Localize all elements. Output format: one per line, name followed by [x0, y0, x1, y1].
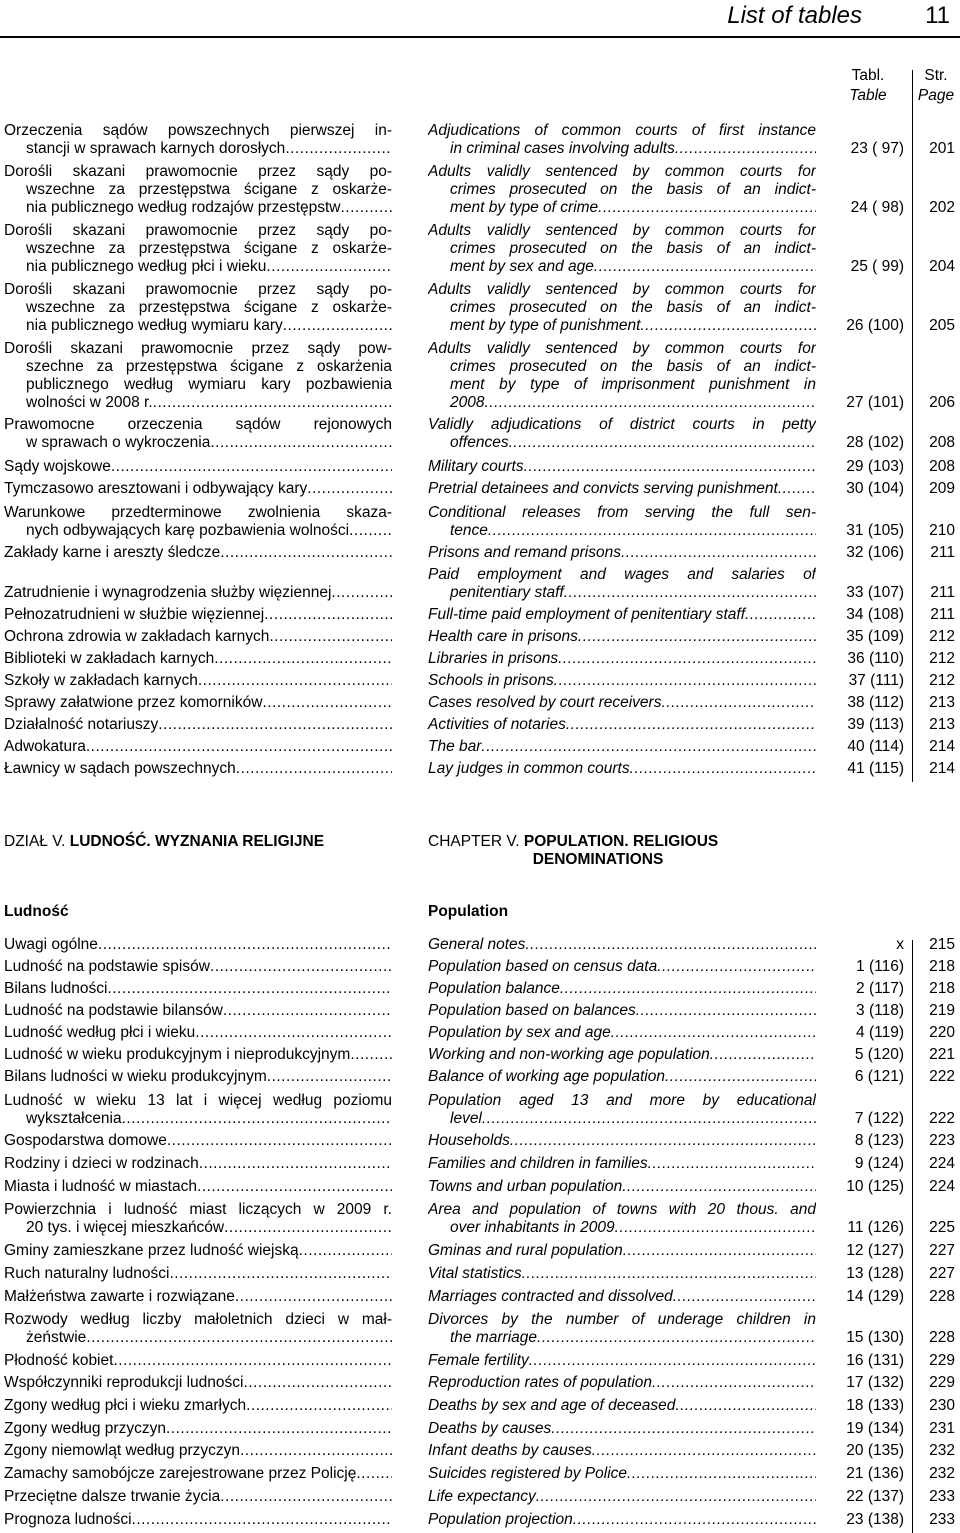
header-page-number: 11 [925, 2, 950, 29]
page-number[interactable]: 218 [929, 980, 955, 997]
entry-text: Vital statistics [428, 1265, 522, 1282]
entry-line: Powierzchnia i ludność miast liczących w 2009 r. [4, 1201, 392, 1218]
chapter-prefix-pl: DZIAŁ V. [4, 833, 70, 850]
entry-line: ment by type of imprisonment punishment in [450, 376, 816, 393]
entry-text: Population based on balances [428, 1002, 636, 1019]
entry-text: nia publicznego według wymiaru kary [26, 317, 283, 334]
entry-text: Zgony niemowląt według przyczyn [4, 1442, 241, 1459]
column-header-tabl: Tabl. [851, 67, 885, 84]
entry-text: Activities of notaries [428, 716, 566, 733]
entry-text: stancji w sprawach karnych dorosłych [26, 140, 286, 157]
entry-text: Deaths by sex and age of deceased [428, 1397, 676, 1414]
entry-text: w sprawach o wykroczenia [26, 434, 211, 451]
entry-text: Zgony według przyczyn [4, 1420, 166, 1437]
table-number: 22 (137) [846, 1488, 904, 1505]
entry-text: Marriages contracted and dissolved [428, 1288, 673, 1305]
entry-text: penitentiary staff [450, 584, 564, 601]
entry-text: Uwagi ogólne [4, 936, 98, 953]
entry-text: Prisons and remand prisons [428, 544, 621, 561]
entry-text: Gminy zamieszkane przez ludność wiejską [4, 1242, 299, 1259]
entry-text: ment by type of crime [450, 199, 599, 216]
entry-text: Tymczasowo aresztowani i odbywający kary [4, 480, 308, 497]
page-number[interactable]: 201 [929, 140, 955, 157]
entry-text: 20 tys. i więcej mieszkańców [26, 1219, 225, 1236]
page-number[interactable]: 210 [929, 522, 955, 539]
entry-text: Przeciętne dalsze trwanie życia [4, 1488, 221, 1505]
entry-text: Zgony według płci i wieku zmarłych [4, 1397, 247, 1414]
entry-line-last [4, 1511, 392, 1529]
entry-text: Współczynniki reprodukcji ludności [4, 1374, 244, 1391]
page-number[interactable]: 230 [929, 1397, 955, 1414]
entry-text: Female fertility [428, 1352, 529, 1369]
entry-text: Deaths by causes [428, 1420, 552, 1437]
entry-text: Population balance [428, 980, 560, 997]
page-number[interactable]: 212 [929, 628, 955, 645]
entry-text: wolności w 2008 r. [26, 394, 153, 411]
entry-text: Cases resolved by court receivers [428, 694, 662, 711]
entry-text: Military courts [428, 458, 524, 475]
entry-text: nych odbywających karę pozbawienia wolności [26, 522, 350, 539]
page-number[interactable]: 209 [929, 480, 955, 497]
page-number[interactable]: 208 [929, 458, 955, 475]
entry-line: wszechne za przestępstwa ścigane z oskarże- [26, 299, 392, 316]
entry-line: Adults validly sentenced by common courts for [428, 340, 816, 357]
page-number[interactable]: 213 [929, 716, 955, 733]
entry-text: Life expectancy [428, 1488, 536, 1505]
chapter-title-en-2: DENOMINATIONS [532, 851, 664, 868]
entry-text: Reproduction rates of population [428, 1374, 653, 1391]
entry-line: Dorośli skazani prawomocnie przez sądy po- [4, 222, 392, 239]
chapter-title-pl: LUDNOŚĆ. WYZNANIA RELIGIJNE [69, 833, 325, 850]
entry-line: wszechne za przestępstwa ścigane z oskarże- [26, 240, 392, 257]
entry-text: Sądy wojskowe [4, 458, 111, 475]
page-number[interactable]: 233 [929, 1488, 955, 1505]
page-number[interactable]: 215 [929, 936, 955, 953]
page-number[interactable]: 220 [929, 1024, 955, 1041]
entry-line: crimes prosecuted on the basis of an indict- [450, 358, 816, 375]
entry-text: Families and children in families [428, 1155, 648, 1172]
entry-text: Miasta i ludność w miastach [4, 1178, 197, 1195]
page-number[interactable]: 228 [929, 1329, 955, 1346]
entry-text: the marriage [450, 1329, 538, 1346]
table-number: 11 (126) [847, 1219, 904, 1236]
entry-text: 2008 [450, 394, 485, 411]
table-number: 20 (135) [846, 1442, 904, 1459]
entry-line: Paid employment and wages and salaries of [428, 566, 816, 583]
entry-text: Szkoły w zakładach karnych [4, 672, 198, 689]
entry-text: The bar [428, 738, 482, 755]
table-number: 33 (107) [846, 584, 904, 601]
entry-text: in criminal cases involving adults [450, 140, 675, 157]
entry-line: Orzeczenia sądów powszechnych pierwszej in- [4, 122, 392, 139]
page-number[interactable]: 205 [929, 317, 955, 334]
entry-title-en [428, 1511, 816, 1529]
page-number[interactable]: 212 [929, 672, 955, 689]
table-number: 38 (112) [847, 694, 904, 711]
table-number: 25 ( 99) [850, 258, 904, 275]
table-number: 12 (127) [846, 1242, 904, 1259]
page-number[interactable]: 212 [929, 650, 955, 667]
table-number: 37 (111) [848, 672, 904, 689]
entry-text: Population based on census data [428, 958, 658, 975]
page-number[interactable]: 228 [929, 1288, 955, 1305]
entry-line: Rozwody według liczby małoletnich dzieci w mał- [4, 1311, 392, 1328]
table-number: 5 (120) [854, 1046, 904, 1063]
entry-text: Prognoza ludności [4, 1511, 132, 1528]
page-number[interactable]: 214 [929, 738, 955, 755]
table-number: 2 (117) [856, 980, 904, 997]
page-number[interactable]: 211 [930, 606, 955, 623]
entry-line: Dorośli skazani prawomocnie przez sądy pow- [4, 340, 392, 357]
page-number[interactable]: 227 [929, 1265, 955, 1282]
table-number: 4 (119) [856, 1024, 904, 1041]
subsection-heading-en: Population [428, 903, 509, 920]
entry-text: Płodność kobiet [4, 1352, 114, 1369]
table-number: x [896, 936, 904, 953]
entry-line: Dorośli skazani prawomocnie przez sądy po- [4, 163, 392, 180]
page-number[interactable]: 221 [929, 1046, 955, 1063]
entry-line: Dorośli skazani prawomocnie przez sądy po- [4, 281, 392, 298]
entry-line: Divorces by the number of underage children in [428, 1311, 816, 1328]
page-number[interactable]: 211 [930, 544, 955, 561]
entry-text: Libraries in prisons [428, 650, 559, 667]
entry-text: Bilans ludności w wieku produkcyjnym [4, 1068, 267, 1085]
table-number: 16 (131) [846, 1352, 904, 1369]
entry-text: Ludność w wieku produkcyjnym i nieprodukcyjnym [4, 1046, 351, 1063]
page-number[interactable]: 223 [929, 1132, 955, 1149]
table-number: 17 (132) [846, 1374, 904, 1391]
entry-text: Balance of working age population [428, 1068, 665, 1085]
page-number[interactable]: 213 [929, 694, 955, 711]
subsection-heading-pl: Ludność [4, 903, 69, 920]
entry-line-last [428, 1511, 816, 1529]
entry-text: Ochrona zdrowia w zakładach karnych [4, 628, 270, 645]
table-number: 13 (128) [846, 1265, 904, 1282]
table-number: 18 (133) [846, 1397, 904, 1414]
entry-text: nia publicznego według rodzajów przestępstw [26, 199, 341, 216]
entry-text: General notes [428, 936, 526, 953]
page-number[interactable]: 204 [929, 258, 955, 275]
entry-text: Lay judges in common courts [428, 760, 630, 777]
table-number: 9 (124) [854, 1155, 904, 1172]
dot-leader [573, 1511, 816, 1529]
entry-line: Conditional releases from serving the full sen- [428, 504, 816, 521]
table-number: 21 (136) [846, 1465, 904, 1482]
entry-title-pl [4, 1511, 392, 1529]
entry-line: Warunkowe przedterminowe zwolnienia skaza- [4, 504, 392, 521]
entry-line: Validly adjudications of district courts in petty [428, 416, 816, 433]
entry-line: Adults validly sentenced by common courts for [428, 222, 816, 239]
table-number: 34 (108) [846, 606, 904, 623]
entry-text: ment by type of punishment [450, 317, 641, 334]
table-number: 27 (101) [846, 394, 904, 411]
table-number: 3 (118) [856, 1002, 904, 1019]
entry-text: Households [428, 1132, 510, 1149]
entry-text: level [450, 1110, 482, 1127]
entry-text: Sprawy załatwione przez komorników [4, 694, 263, 711]
entry-line: Adults validly sentenced by common courts for [428, 281, 816, 298]
table-number: 41 (115) [847, 760, 904, 777]
entry-text: Biblioteki w zakładach karnych [4, 650, 215, 667]
entry-text: nia publicznego według płci i wieku [26, 258, 267, 275]
entry-line: szechne za przestępstwa ścigane z oskarżenia [26, 358, 392, 375]
entry-text: Health care in prisons [428, 628, 578, 645]
entry-text: Population projection [428, 1511, 573, 1528]
page-number[interactable]: 232 [929, 1442, 955, 1459]
entry-line: wszechne za przestępstwa ścigane z oskarże- [26, 181, 392, 198]
entry-text: Infant deaths by causes [428, 1442, 592, 1459]
column-header-table-en: Table [849, 87, 887, 104]
entry-text: Zatrudnienie i wynagrodzenia służby więziennej [4, 584, 332, 601]
page-number[interactable]: 231 [929, 1420, 955, 1437]
entry-text: Gospodarstwa domowe [4, 1132, 167, 1149]
entry-text: over inhabitants in 2009 [450, 1219, 615, 1236]
table-number: 35 (109) [846, 628, 904, 645]
table-number: 36 (110) [847, 650, 904, 667]
table-number: 39 (113) [847, 716, 904, 733]
chapter-title-en-1: POPULATION. RELIGIOUS [523, 833, 719, 850]
table-number: 30 (104) [846, 480, 904, 497]
entry-line: Prawomocne orzeczenia sądów rejonowych [4, 416, 392, 433]
entry-text: tence [450, 522, 488, 539]
page-number[interactable]: 219 [929, 1002, 955, 1019]
table-number: 29 (103) [846, 458, 904, 475]
page-number[interactable]: 224 [929, 1178, 955, 1195]
table-number: 32 (106) [846, 544, 904, 561]
page-number[interactable]: 222 [929, 1068, 955, 1085]
entry-text: Working and non-working age population [428, 1046, 710, 1063]
table-number: 19 (134) [846, 1420, 904, 1437]
entry-text: Bilans ludności [4, 980, 108, 997]
entry-text: Ludność na podstawie bilansów [4, 1002, 223, 1019]
entry-text: Full-time paid employment of penitentiary staff [428, 606, 746, 623]
table-number: 31 (105) [846, 522, 904, 539]
table-number: 26 (100) [846, 317, 904, 334]
header-title: List of tables [727, 2, 862, 29]
table-number: 15 (130) [846, 1329, 904, 1346]
entry-text: Ławnicy w sądach powszechnych [4, 760, 236, 777]
table-number: 24 ( 98) [850, 199, 904, 216]
table-number: 23 (138) [846, 1511, 904, 1528]
table-number: 40 (114) [847, 738, 904, 755]
entry-line: Population aged 13 and more by educational [428, 1092, 816, 1109]
entry-text: Małżeństwa zawarte i rozwiązane [4, 1288, 235, 1305]
table-number: 23 ( 97) [850, 140, 904, 157]
entry-line: crimes prosecuted on the basis of an indict- [450, 240, 816, 257]
entry-text: Zamachy samobójcze zarejestrowane przez Policję [4, 1465, 357, 1482]
entry-line: publicznego według wymiaru kary pozbawienia [26, 376, 392, 393]
entry-text: Pełnozatrudnieni w służbie więziennej [4, 606, 265, 623]
page-number[interactable]: 233 [929, 1511, 955, 1528]
entry-text: Ludność na podstawie spisów [4, 958, 210, 975]
column-header-page-en: Page [917, 87, 955, 104]
entry-text: Rodziny i dzieci w rodzinach [4, 1155, 199, 1172]
table-number: 8 (123) [854, 1132, 904, 1149]
entry-text: Ludność według płci i wieku [4, 1024, 196, 1041]
entry-text: offences [450, 434, 509, 451]
page-number[interactable]: 218 [929, 958, 955, 975]
entry-text: Działalność notariuszy [4, 716, 159, 733]
dot-leader [132, 1511, 392, 1529]
chapter-prefix-en: CHAPTER V. [428, 833, 524, 850]
page-number[interactable]: 229 [929, 1374, 955, 1391]
entry-text: żeństwie [26, 1329, 87, 1346]
table-number: 10 (125) [846, 1178, 904, 1195]
table-number: 28 (102) [846, 434, 904, 451]
table-number: 7 (122) [854, 1110, 904, 1127]
entry-text: Towns and urban population [428, 1178, 623, 1195]
entry-line: Area and population of towns with 20 thous. and [428, 1201, 816, 1218]
page-number[interactable]: 208 [929, 434, 955, 451]
entry-text: wykształcenia [26, 1110, 122, 1127]
entry-line: Adjudications of common courts of first instance [428, 122, 816, 139]
page-number[interactable]: 222 [929, 1110, 955, 1127]
page-number[interactable]: 227 [929, 1242, 955, 1259]
entry-text: Gminas and rural population [428, 1242, 623, 1259]
entry-text: Ruch naturalny ludności [4, 1265, 170, 1282]
page-number[interactable]: 202 [929, 199, 955, 216]
entry-line: Ludność w wieku 13 lat i więcej według poziomu [4, 1092, 392, 1109]
table-number: 14 (129) [846, 1288, 904, 1305]
table-number: 1 (116) [856, 958, 904, 975]
column-header-str: Str. [924, 67, 948, 84]
entry-line: crimes prosecuted on the basis of an indict- [450, 299, 816, 316]
page-number[interactable]: 224 [929, 1155, 955, 1172]
table-number: 6 (121) [854, 1068, 904, 1085]
entry-text: Pretrial detainees and convicts serving punishment [428, 480, 778, 497]
entry-text: Zakłady karne i areszty śledcze [4, 544, 221, 561]
page-number[interactable]: 232 [929, 1465, 955, 1482]
entry-text: Population by sex and age [428, 1024, 611, 1041]
page-number[interactable]: 214 [929, 760, 955, 777]
entry-text: Schools in prisons [428, 672, 554, 689]
entry-line: crimes prosecuted on the basis of an indict- [450, 181, 816, 198]
page-number[interactable]: 225 [929, 1219, 955, 1236]
page-number[interactable]: 206 [929, 394, 955, 411]
entry-text: Adwokatura [4, 738, 86, 755]
entry-line: Adults validly sentenced by common courts for [428, 163, 816, 180]
entry-text: ment by sex and age [450, 258, 594, 275]
entry-text: Suicides registered by Police [428, 1465, 628, 1482]
page-number[interactable]: 229 [929, 1352, 955, 1369]
page-number[interactable]: 211 [930, 584, 955, 601]
